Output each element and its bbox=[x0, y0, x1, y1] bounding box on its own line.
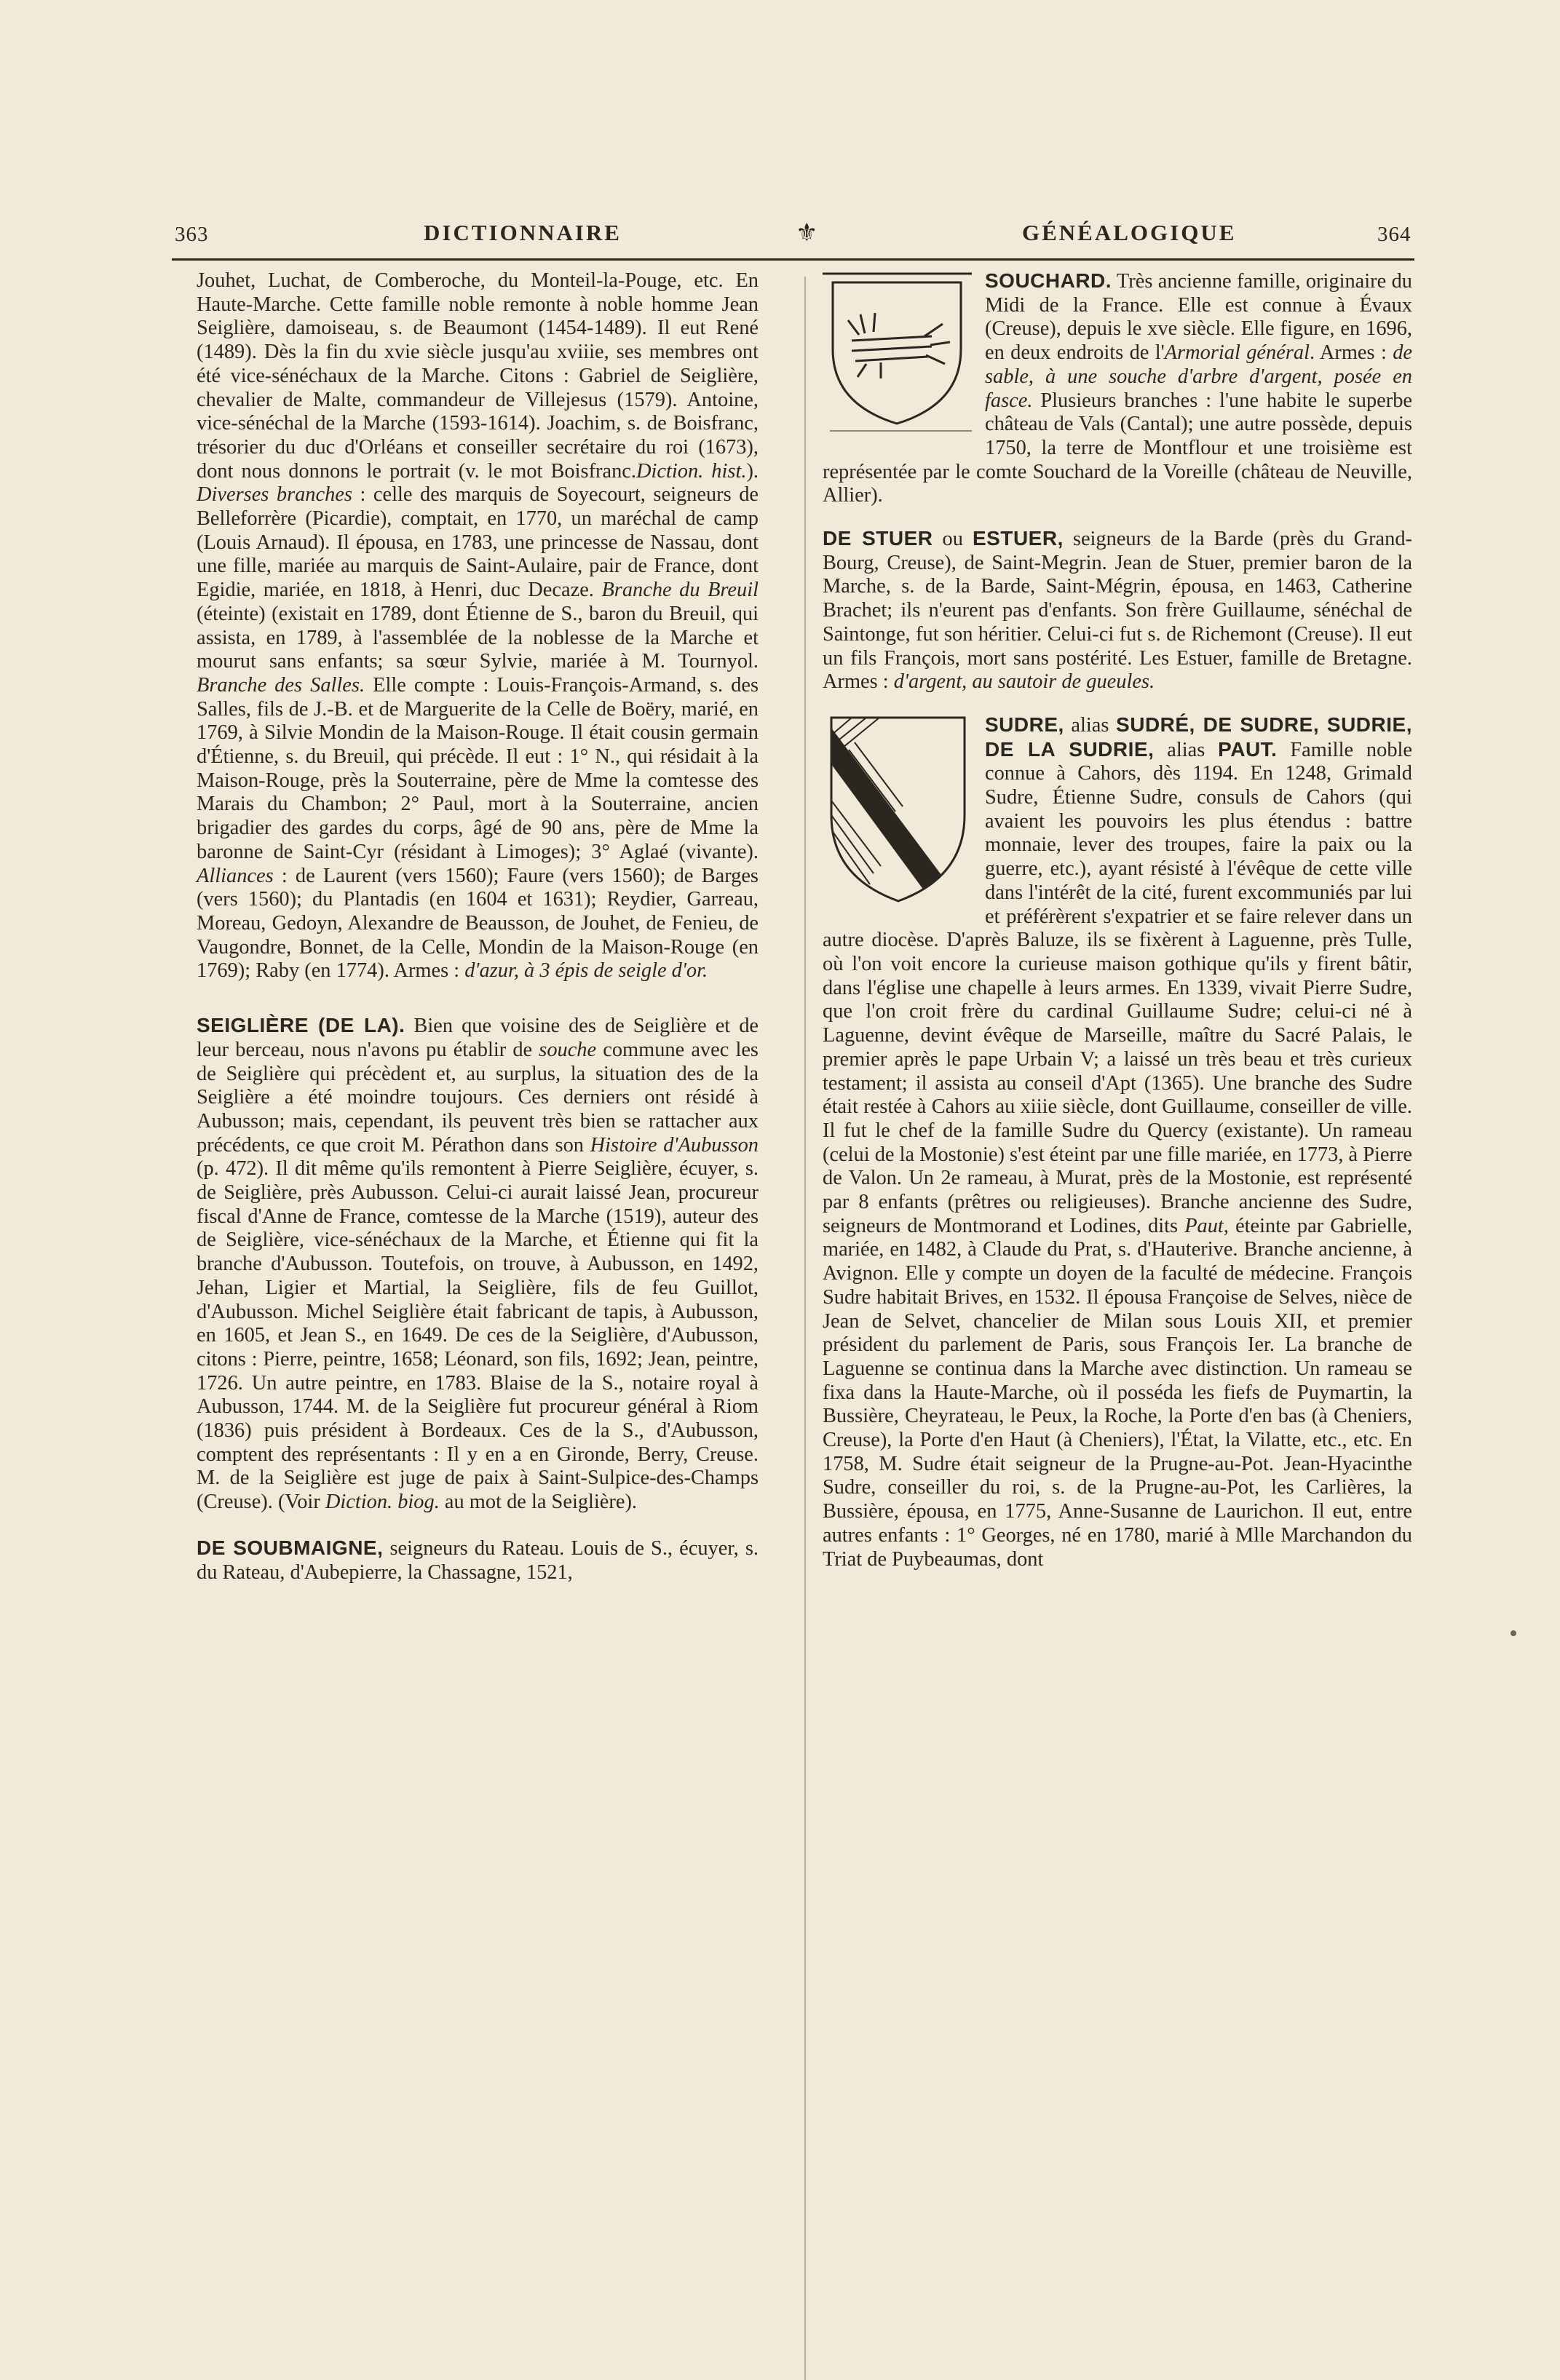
entry-sudre: SUDRE, alias SUDRÉ, DE SUDRE, SUDRIE, DE LA SUDRIE, alias PAUT. Famille noble connue à Cahors, dès 1194. En 1248, Grimald Sudre, Étienne Sudre, consuls de Cahors (qui avaient les pouvoirs les plus étendus : battre monnaie, lever des troupes, faire la paix ou la guerre, etc.), ayant résisté à l'évêque de cette ville dans l'intérêt de la cité, furent excommuniés par lui et préférèrent s'expatrier et se faire relever dans un autre diocèse. D'après Baluze, ils se fixèrent à Laguenne, près Tulle, où l'on voit encore la curieuse maison gothique qu'ils y firent bâtir, dans l'église une chapelle à leurs armes. En 1339, vivait Pierre Sudre, que l'on croit frère du cardinal Guillaume Sudre; celui-ci né à Laguenne, devint évêque de Marseille, maître du Sacré Palais, le premier après le pape Urbain V; a laissé un très beau et très curieux testament; il assista au conseil d'Apt (1365). Une branche des Sudre était restée à Cahors au xiiie siècle, dont Guillaume, conseiller de ville. Il fut le chef de la famille Sudre du Quercy (existante). Un rameau (celui de la Mostonie) s'est éteint par une fille mariée, en 1773, à Pierre de Valon. Un 2e rameau, à Murat, près de la Mostonie, est représenté par 8 enfants (prêtres ou religieuses). Branche ancienne des Sudre, seigneurs de Montmorand et Lodines, dits Paut, éteinte par Gabrielle, mariée, en 1482, à Claude du Prat, s. d'Hauterive. Branche ancienne, à Avignon. Elle y compte un doyen de la faculté de médecine. François Sudre habitait Brives, en 1532. Il épousa Françoise de Selves, nièce de Jean de Selvet, chancelier de Milan sous Louis XII, et premier président du parlement de Paris, sous François Ier. La branche de Laguenne se continua dans la Marche avec distinction. Un rameau se fixa dans la Haute-Marche, où il posséda les fiefs de Puymartin, la Bussière, Cheyrateau, le Peux, la Roche, la Porte d'en bas (à Cheniers, Creuse), la Porte d'en Haut (à Cheniers), l'État, la Vilatte, etc., etc. En 1758, M. Sudre était seigneur de la Prugne-au-Pot. Jean-Hyacinthe Sudre, conseiller du roi, s. de la Prugne-au-Pot, les Carlières, la Bussière, épousa, en 1775, Anne-Susanne de Laurichon. Il eut, entre autres enfants : 1° Georges, né en 1780, marié à Mlle Marchandon du Triat de Puybeaumas, dont bbox=[823, 713, 1413, 1571]
right-running-title: GÉNÉALOGIQUE bbox=[1022, 220, 1237, 245]
right-page-number: 364 bbox=[1377, 223, 1411, 246]
entry-de-soubmaigne: DE SOUBMAIGNE, seigneurs du Rateau. Louis de S., écuyer, s. du Rateau, d'Aubepierre, la Chassagne, 1521, bbox=[197, 1536, 759, 1584]
entry-de-stuer: DE STUER ou ESTUER, seigneurs de la Barde (près du Grand-Bourg, Creuse), de Saint-Megrin. Jean de Stuer, premier baron de la Marche, s. de la Barde, Saint-Mégrin, épousa, en 1463, Catherine Brachet; ils n'eurent pas d'enfants. Son frère Guillaume, sénéchal de Saintonge, fut son héritier. Celui-ci fut s. de Richemont (Creuse). Il eut un fils François, mort sans postérité. Les Estuer, famille de Bretagne. Armes : d'argent, au sautoir de gueules. bbox=[823, 527, 1412, 694]
shield-bendy-icon bbox=[823, 713, 972, 906]
header-rule bbox=[172, 258, 1414, 261]
entry-souchard: SOUCHARD. Très ancienne famille, originaire du Midi de la France. Elle est connue à Évaux (Creuse), depuis le xve siècle. Elle figure, en 1696, en deux endroits de l'Armorial général. Armes : de sable, à une souche d'arbre d'argent, posée en fasce. Plusieurs branches : l'une habite le superbe château de Vals (Cantal); une autre possède, depuis 1750, la terre de Montflour et une troisième est représentée par le comte Souchard de la Voreille (château de Neuville, Allier). bbox=[823, 269, 1412, 507]
headword: DE STUER bbox=[823, 527, 933, 550]
left-column bbox=[197, 269, 759, 1584]
headword: SOUCHARD. bbox=[985, 269, 1112, 292]
margin-mark bbox=[1510, 1630, 1516, 1636]
headword: SEIGLIÈRE (DE LA). bbox=[197, 1014, 405, 1037]
shield-souche-icon bbox=[823, 269, 972, 433]
column-divider bbox=[804, 277, 806, 2380]
left-page-number: 363 bbox=[175, 223, 209, 246]
page-header bbox=[175, 220, 1412, 249]
left-running-title: DICTIONNAIRE bbox=[424, 220, 622, 245]
headword: SUDRE, bbox=[985, 713, 1064, 736]
entry-seigliere-continued: Jouhet, Luchat, de Comberoche, du Monteil-la-Pouge, etc. En Haute-Marche. Cette famille noble remonte à noble homme Jean Seiglière, damoiseau, s. de Beaumont (1454-1489). Il eut René (1489). Dès la fin du xvie siècle jusqu'au xviiie, ses membres ont été vice-sénéchaux de la Marche. Citons : Gabriel de Seiglière, chevalier de Malte, commandeur de Villejesus (1579). Antoine, vice-sénéchal de la Marche (1593-1614). Joachim, s. de Boisfranc, trésorier du duc d'Orléans et conseiller secrétaire du roi (1673), dont nous donnons le portrait (v. le mot Boisfranc.Diction. hist.). Diverses branches : celle des marquis de Soyecourt, seigneurs de Belleforrère (Picardie), comptait, en 1770, un maréchal de camp (Louis Arnaud). Il épousa, en 1783, une princesse de Nassau, dont une fille, mariée au marquis de Saint-Aulaire, pair de France, dont Egidie, mariée, en 1818, à Henri, duc Decaze. Branche du Breuil (éteinte) (existait en 1789, dont Étienne de S., baron du Breuil, qui assista, en 1789, à l'assemblée de la noblesse de la Marche et mourut sans enfants; sa sœur Sylvie, mariée à M. Tournyol. Branche des Salles. Elle compte : Louis-François-Armand, s. des Salles, fils de J.-B. et de Marguerite de la Celle de Boëry, marié, en 1769, à Silvie Mondin de la Maison-Rouge. Il était cousin germain d'Étienne, s. du Breuil, qui précède. Il eut : 1° N., qui résidait à la Maison-Rouge, près la Souterraine, père de Mme la comtesse des Marais du Chambon; 2° Paul, mort à la Souterraine, ancien brigadier des gardes du corps, âgé de 90 ans, père de Mme la baronne de Saint-Cyr (résidant à Limoges); 3° Aglaé (vivante). Alliances : de Laurent (vers 1560); Faure (vers 1560); de Barges (vers 1560); du Plantadis (en 1604 et 1631); Reydier, Garreau, Moreau, Gedoyn, Alexandre de Beausson, de Jouhet, de Fenieu, de Vaugondre, Bonnet, de la Celle, Mondin de la Maison-Rouge (en 1769); Raby (en 1774). Armes : d'azur, à 3 épis de seigle d'or. bbox=[197, 269, 759, 983]
fleur-de-lis-icon: ⚜ bbox=[796, 220, 819, 247]
right-column bbox=[823, 269, 1412, 1571]
headword: DE SOUBMAIGNE, bbox=[197, 1536, 384, 1559]
entry-seigliere-de-la: SEIGLIÈRE (DE LA). Bien que voisine des de Seiglière et de leur berceau, nous n'avons pu établir de souche commune avec les de Seiglière qui précèdent et, au surplus, la situation des de la Seiglière a été moindre toujours. Ces derniers ont résidé à Aubusson; mais, cependant, ils peuvent très bien se rattacher aux précédents, ce que croit M. Pérathon dans son Histoire d'Aubusson (p. 472). Il dit même qu'ils remontent à Pierre Seiglière, écuyer, s. de Seiglière, près Aubusson. Celui-ci aurait laissé Jean, procureur fiscal d'Anne de France, comtesse de la Marche (1519), auteur des de Seiglière, vice-sénéchaux de la Marche, et Étienne qui fit la branche d'Aubusson. Toutefois, on trouve, à Aubusson, en 1492, Jehan, Ligier et Martial, la Seiglière, fils de feu Guillot, d'Aubusson. Michel Seiglière était fabricant de tapis, à Aubusson, en 1605, et Jean S., en 1649. De ces de la Seiglière, d'Aubusson, citons : Pierre, peintre, 1658; Léonard, son fils, 1692; Jean, peintre, 1726. Un autre peintre, en 1783. Blaise de la S., notaire royal à Aubusson, 1744. M. de la Seiglière fut procureur général à Riom (1836) puis président à Bordeaux. Ces de la S., d'Aubusson, comptent des représentants : Il y en a en Gironde, Berry, Creuse. M. de la Seiglière est juge de paix à Saint-Sulpice-des-Champs (Creuse). (Voir Diction. biog. au mot de la Seiglière). bbox=[197, 1014, 759, 1514]
